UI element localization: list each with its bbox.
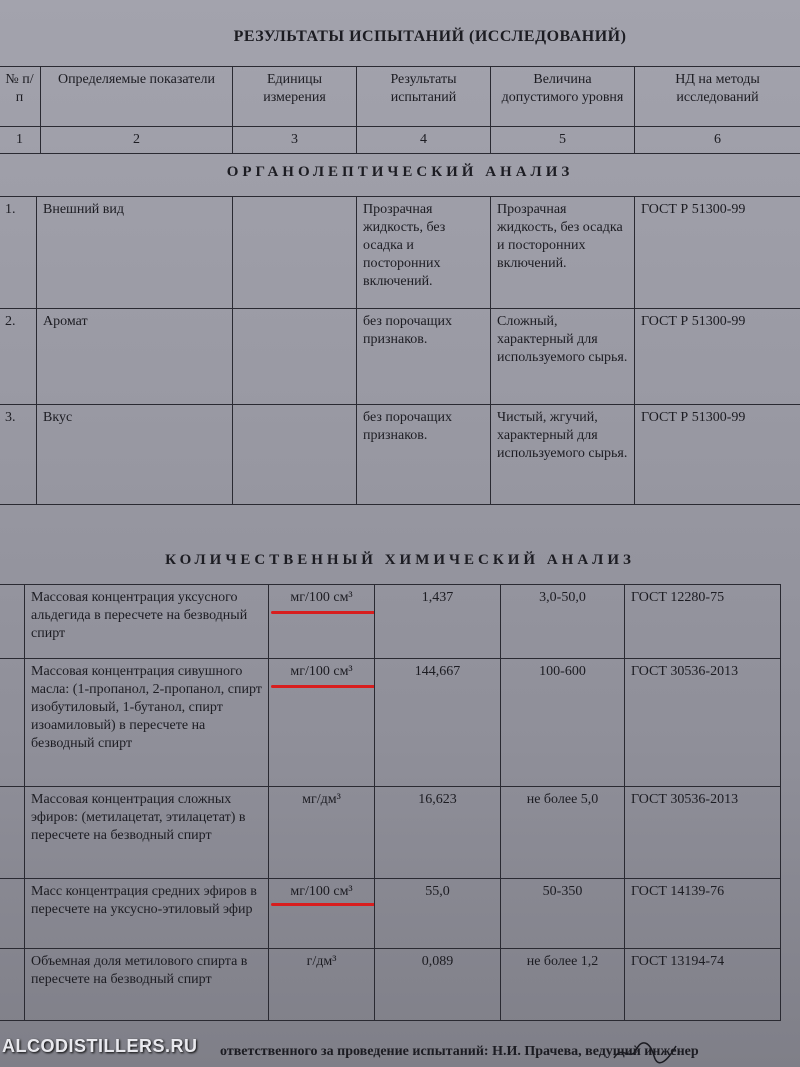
document-title: РЕЗУЛЬТАТЫ ИСПЫТАНИЙ (ИССЛЕДОВАНИЙ) <box>233 28 627 45</box>
limit-cell: Чистый, жгучий, характерный для используемого сырья. <box>491 405 635 505</box>
row-number <box>0 787 25 879</box>
indicator-cell: Вкус <box>37 405 233 505</box>
indicator-cell: Аромат <box>37 309 233 405</box>
result-cell: Прозрачная жидкость, без осадка и посторонних включений. <box>357 197 491 309</box>
header-units: Единицы измерения <box>233 67 357 127</box>
limit-cell: Сложный, характерный для используемого сырья. <box>491 309 635 405</box>
header-results: Результаты испытаний <box>357 67 491 127</box>
signature-icon <box>610 1040 680 1066</box>
row-number: 3. <box>0 405 37 505</box>
header-indicators: Определяемые показатели <box>41 67 233 127</box>
unit-cell <box>233 405 357 505</box>
result-cell: 0,089 <box>375 949 501 1021</box>
result-cell: 1,437 <box>375 585 501 659</box>
red-underline <box>271 903 375 906</box>
result-cell: 55,0 <box>375 879 501 949</box>
table-row <box>0 879 781 949</box>
row-number: 2. <box>0 309 37 405</box>
row-number: 1. <box>0 197 37 309</box>
indicator-cell: Объемная доля метилового спирта в пересчете на безводный спирт <box>25 949 269 1021</box>
col-number: 2 <box>41 127 233 154</box>
unit-text: мг/100 см³ <box>290 664 353 679</box>
chemical-table <box>0 584 781 1021</box>
indicator-cell: Внешний вид <box>37 197 233 309</box>
section-organoleptic: ОРГАНОЛЕПТИЧЕСКИЙ АНАЛИЗ <box>226 164 574 180</box>
limit-cell: 3,0-50,0 <box>501 585 625 659</box>
unit-cell: мг/дм³ <box>269 787 375 879</box>
row-number <box>0 585 25 659</box>
unit-cell <box>233 197 357 309</box>
organoleptic-table <box>0 196 800 505</box>
header-limit: Величина допустимого уровня <box>491 67 635 127</box>
method-cell: ГОСТ 14139-76 <box>625 879 781 949</box>
col-number: 3 <box>233 127 357 154</box>
method-cell: ГОСТ 12280-75 <box>625 585 781 659</box>
indicator-cell: Массовая концентрация сивушного масла: (1-пропанол, 2-пропанол, спирт изобутиловый, 1-бутанол, спирт изоамиловый) в пересчете на безводный спирт <box>25 659 269 787</box>
header-number: № п/п <box>0 67 41 127</box>
col-number: 5 <box>491 127 635 154</box>
unit-text: мг/100 см³ <box>290 590 353 605</box>
limit-cell: 100-600 <box>501 659 625 787</box>
responsible-person: ответственного за проведение испытаний: Н.И. Прачева, ведущий инженер <box>220 1044 699 1059</box>
indicator-cell: Массовая концентрация уксусного альдегида в пересчете на безводный спирт <box>25 585 269 659</box>
red-underline <box>271 685 375 688</box>
method-cell: ГОСТ Р 51300-99 <box>635 309 800 405</box>
table-row <box>0 659 781 787</box>
table-row <box>0 405 800 505</box>
table-row <box>0 585 781 659</box>
table-row <box>0 197 800 309</box>
unit-text: мг/100 см³ <box>290 884 353 899</box>
unit-cell <box>233 309 357 405</box>
section-chemical: КОЛИЧЕСТВЕННЫЙ ХИМИЧЕСКИЙ АНАЛИЗ <box>165 552 635 568</box>
col-number: 6 <box>635 127 800 154</box>
limit-cell: не более 5,0 <box>501 787 625 879</box>
red-underline <box>271 611 375 614</box>
limit-cell: Прозрачная жидкость, без осадка и посторонних включений. <box>491 197 635 309</box>
result-cell: без порочащих признаков. <box>357 309 491 405</box>
result-cell: 144,667 <box>375 659 501 787</box>
unit-cell: г/дм³ <box>269 949 375 1021</box>
result-cell: 16,623 <box>375 787 501 879</box>
row-number <box>0 879 25 949</box>
table-row <box>0 949 781 1021</box>
method-cell: ГОСТ 13194-74 <box>625 949 781 1021</box>
header-method: НД на методы исследований <box>635 67 800 127</box>
col-number: 4 <box>357 127 491 154</box>
row-number <box>0 659 25 787</box>
method-cell: ГОСТ 30536-2013 <box>625 659 781 787</box>
site-watermark: ALCODISTILLERS.RU <box>2 1036 198 1056</box>
result-cell: без порочащих признаков. <box>357 405 491 505</box>
col-number: 1 <box>0 127 41 154</box>
unit-cell <box>269 879 375 949</box>
method-cell: ГОСТ Р 51300-99 <box>635 405 800 505</box>
indicator-cell: Масс концентрация средних эфиров в пересчете на уксусно-этиловый эфир <box>25 879 269 949</box>
limit-cell: не более 1,2 <box>501 949 625 1021</box>
table-row <box>0 309 800 405</box>
row-number <box>0 949 25 1021</box>
results-table-header <box>0 66 800 154</box>
indicator-cell: Массовая концентрация сложных эфиров: (метилацетат, этилацетат) в пересчете на безводный спирт <box>25 787 269 879</box>
method-cell: ГОСТ Р 51300-99 <box>635 197 800 309</box>
method-cell: ГОСТ 30536-2013 <box>625 787 781 879</box>
table-row <box>0 787 781 879</box>
unit-cell <box>269 659 375 787</box>
unit-cell <box>269 585 375 659</box>
limit-cell: 50-350 <box>501 879 625 949</box>
